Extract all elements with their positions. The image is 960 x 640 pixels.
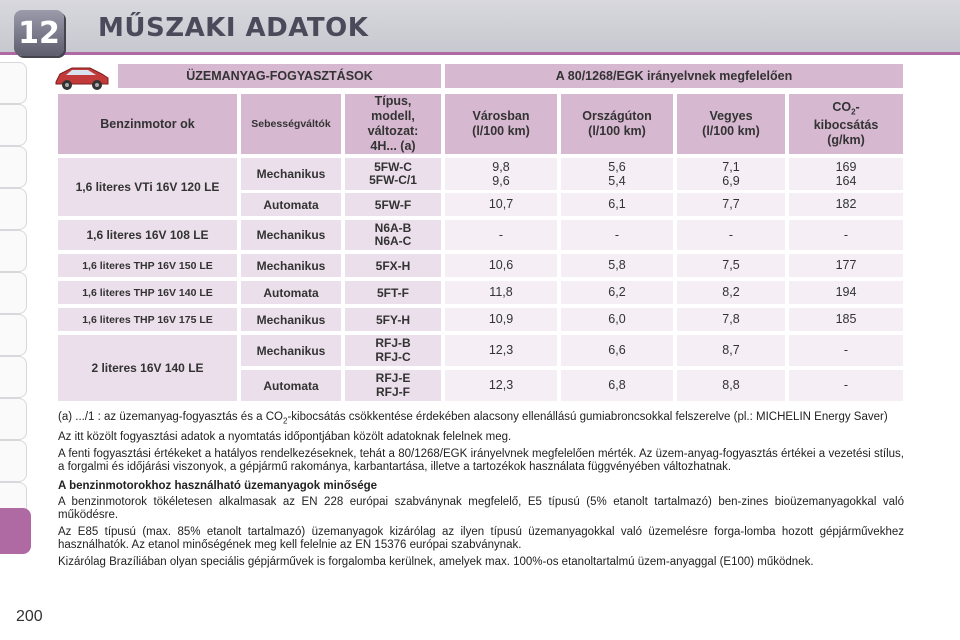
side-tab[interactable] xyxy=(0,314,27,356)
side-tab-active[interactable] xyxy=(0,508,31,554)
table-cell-gearbox: Mechanikus xyxy=(241,308,341,331)
note-paragraph: Az itt közölt fogyasztási adatok a nyomtatás időpontjában közölt adatoknak felelnek meg. xyxy=(58,431,512,444)
table-cell-mixed: 7,7 xyxy=(677,193,785,216)
table-cell-gearbox: Automata xyxy=(241,281,341,304)
table-cell-co2: 185 xyxy=(789,308,903,331)
table-cell-gearbox: Automata xyxy=(241,193,341,216)
table-cell-mixed: 7,1 6,9 xyxy=(677,158,785,190)
table-cell-co2: 169 164 xyxy=(789,158,903,190)
table-cell-urban: 12,3 xyxy=(445,370,557,401)
table-cell-urban: 9,8 9,6 xyxy=(445,158,557,190)
column-header-mixed: Vegyes (l/100 km) xyxy=(677,94,785,154)
table-cell-type: 5FY-H xyxy=(345,308,441,331)
page-title: MŰSZAKI ADATOK xyxy=(98,13,369,43)
table-row-engine: 1,6 literes 16V 108 LE xyxy=(58,220,237,250)
note-paragraph: A benzinmotorok tökéletesen alkalmasak az EN 228 európai szabványnak megfelelő, E5 típusú (5% etanolt tartalmazó) ben-zines bioüzemanyagokkal való működésre. xyxy=(58,496,904,522)
table-cell-type: RFJ-E RFJ-F xyxy=(345,370,441,401)
header-accent-line xyxy=(0,52,960,55)
column-header-urban: Városban (l/100 km) xyxy=(445,94,557,154)
column-header-gearbox: Sebességváltók xyxy=(241,94,341,154)
table-cell-extra-urban: 6,2 xyxy=(561,281,673,304)
table-cell-urban: 10,7 xyxy=(445,193,557,216)
chapter-badge: 12 xyxy=(14,10,64,56)
fuel-quality-heading: A benzinmotorokhoz használható üzemanyagok minősége xyxy=(58,480,378,493)
section-header-consumption: ÜZEMANYAG-FOGYASZTÁSOK xyxy=(118,64,441,88)
table-row-engine: 1,6 literes VTi 16V 120 LE xyxy=(58,158,237,216)
column-header-engine: Benzinmotor ok xyxy=(58,94,237,154)
table-cell-gearbox: Mechanikus xyxy=(241,335,341,366)
table-cell-type: RFJ-B RFJ-C xyxy=(345,335,441,366)
table-cell-gearbox: Mechanikus xyxy=(241,220,341,250)
table-cell-gearbox: Mechanikus xyxy=(241,254,341,277)
side-tab[interactable] xyxy=(0,62,27,104)
table-cell-mixed: 8,7 xyxy=(677,335,785,366)
column-header-co2: $CO_2-$ kibocsátás (g/km) xyxy=(789,94,903,154)
table-cell-extra-urban: 5,8 xyxy=(561,254,673,277)
side-tab-strip xyxy=(0,62,32,562)
side-tab[interactable] xyxy=(0,104,27,146)
table-cell-extra-urban: 6,8 xyxy=(561,370,673,401)
note-a: (a) .../1 : az üzemanyag-fogyasztás és a $CO_2$-kibocsátás csökkentése érdekében alacsony ellenállású gumiabroncsokkal felszerelve (pl.: MICHELIN Energy Saver) xyxy=(58,411,888,426)
table-row-engine: 1,6 literes THP 16V 140 LE xyxy=(58,281,237,304)
car-icon xyxy=(52,62,112,92)
table-cell-co2: - xyxy=(789,335,903,366)
table-cell-gearbox: Automata xyxy=(241,370,341,401)
section-header-directive: A 80/1268/EGK irányelvnek megfelelően xyxy=(445,64,903,88)
side-tab[interactable] xyxy=(0,230,27,272)
table-cell-extra-urban: 6,0 xyxy=(561,308,673,331)
note-paragraph: Az E85 típusú (max. 85% etanolt tartalmazó) üzemanyagok kizárólag az ilyen típusú üzemanyagokkal való üzemelésre forga-lomba hozott gépjárművekhez használhatók. Az etanol minőségének meg kell felelnie az EN 15376 európai szabványnak. xyxy=(58,526,904,552)
column-header-type: Típus, modell, változat: 4H... (a) xyxy=(345,94,441,154)
table-cell-mixed: - xyxy=(677,220,785,250)
table-cell-extra-urban: 6,1 xyxy=(561,193,673,216)
table-cell-type: 5FT-F xyxy=(345,281,441,304)
table-cell-mixed: 7,8 xyxy=(677,308,785,331)
notes-section xyxy=(58,411,904,573)
table-cell-extra-urban: - xyxy=(561,220,673,250)
table-row-engine: 1,6 literes THP 16V 150 LE xyxy=(58,254,237,277)
table-cell-extra-urban: 5,6 5,4 xyxy=(561,158,673,190)
table-cell-co2: - xyxy=(789,220,903,250)
table-row-engine: 1,6 literes THP 16V 175 LE xyxy=(58,308,237,331)
note-paragraph: Kizárólag Brazíliában olyan speciális gépjárművek is forgalomba kerülnek, amelyek max. 100%-os etanoltartalmú üzem-anyaggal (E100) működnek. xyxy=(58,556,814,569)
table-cell-co2: - xyxy=(789,370,903,401)
side-tab[interactable] xyxy=(0,146,27,188)
table-cell-type: N6A-B N6A-C xyxy=(345,220,441,250)
table-cell-type: 5FW-C 5FW-C/1 xyxy=(345,158,441,190)
table-row-engine: 2 literes 16V 140 LE xyxy=(58,335,237,401)
table-cell-mixed: 8,8 xyxy=(677,370,785,401)
side-tab[interactable] xyxy=(0,398,27,440)
table-cell-type: 5FX-H xyxy=(345,254,441,277)
table-cell-type: 5FW-F xyxy=(345,193,441,216)
side-tab[interactable] xyxy=(0,272,27,314)
table-cell-urban: 10,9 xyxy=(445,308,557,331)
table-cell-urban: 11,8 xyxy=(445,281,557,304)
table-cell-co2: 177 xyxy=(789,254,903,277)
page-number: 200 xyxy=(16,608,43,625)
table-cell-co2: 182 xyxy=(789,193,903,216)
table-cell-extra-urban: 6,6 xyxy=(561,335,673,366)
side-tab[interactable] xyxy=(0,440,27,482)
table-cell-urban: 12,3 xyxy=(445,335,557,366)
table-cell-gearbox: Mechanikus xyxy=(241,158,341,190)
table-cell-co2: 194 xyxy=(789,281,903,304)
column-header-extra-urban: Országúton (l/100 km) xyxy=(561,94,673,154)
table-cell-urban: 10,6 xyxy=(445,254,557,277)
table-cell-mixed: 8,2 xyxy=(677,281,785,304)
table-cell-mixed: 7,5 xyxy=(677,254,785,277)
table-cell-urban: - xyxy=(445,220,557,250)
side-tab[interactable] xyxy=(0,188,27,230)
side-tab[interactable] xyxy=(0,356,27,398)
note-paragraph: A fenti fogyasztási értékeket a hatályos rendelkezéseknek, tehát a 80/1268/EGK irányelvnek megfelelően mérték. Az üzem-anyag-fogyasztás értékei a vezetési stílus, a forgalmi és időjárási viszonyok, a gépjármű rakománya, karbantartása, illetve a tartozékok használata függvényében változhatnak. xyxy=(58,448,904,474)
